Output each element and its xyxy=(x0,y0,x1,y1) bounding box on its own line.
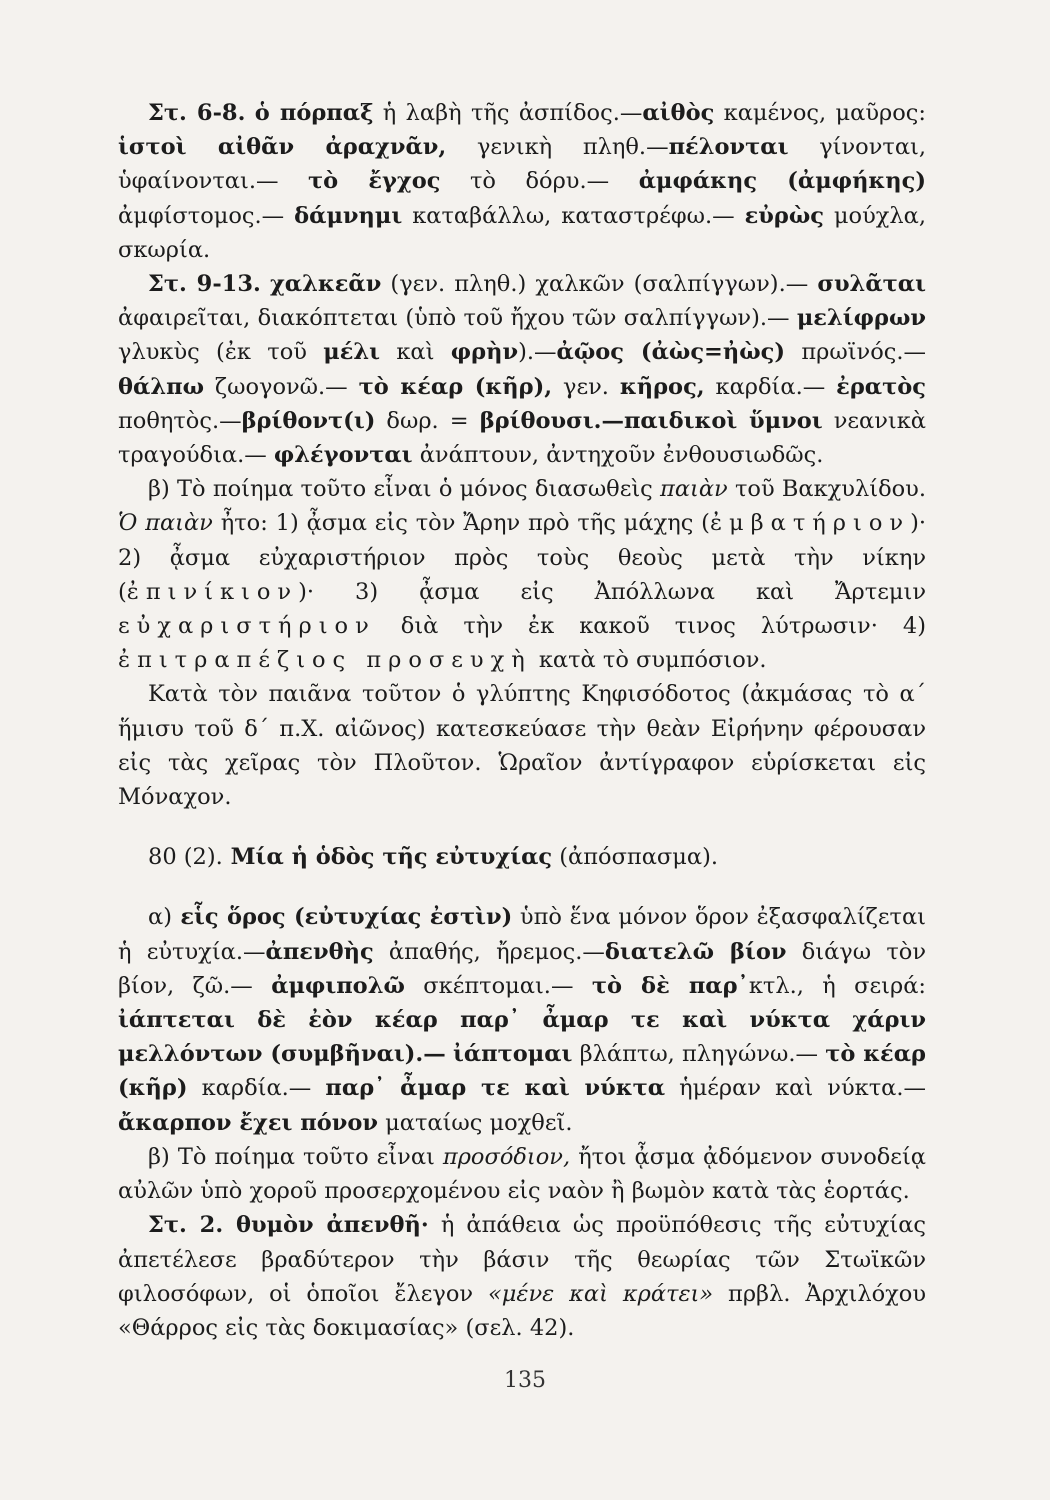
gloss: γεν. xyxy=(552,373,609,400)
paragraph-verse-2 xyxy=(118,1208,926,1345)
term: ἰάπτεται δὲ ἐὸν κέαρ παρ᾽ ἆμαρ τε καὶ νύκτα χάριν μελλόντων (συμβῆναι).— xyxy=(118,1007,926,1068)
gloss: καὶ xyxy=(380,339,435,366)
verse-ref: Στ. 2. xyxy=(148,1212,224,1239)
term: εὐρὼς xyxy=(744,202,824,229)
term: πέλονται xyxy=(668,134,789,161)
term: ὁ πόρπαξ xyxy=(254,100,374,126)
emphasis: Ὁ παιὰν xyxy=(118,510,213,537)
emphasis: «μένε καὶ κράτει» xyxy=(473,1280,714,1307)
spaced-term: ἐπιτραπέζιος προσευχὴ xyxy=(118,647,532,674)
gloss: γίνονται, ὑφαίνονται.— xyxy=(118,134,926,195)
term: βρίθουσι.— xyxy=(479,407,624,434)
gloss: γλυκὺς (ἐκ τοῦ xyxy=(118,339,307,366)
gloss: καρδία.— xyxy=(704,373,826,400)
text-span: α) xyxy=(148,904,172,931)
text-span: διὰ τὴν ἐκ κακοῦ τινος λύτρωσιν· 4) xyxy=(375,613,926,640)
paragraph-a xyxy=(118,900,926,1139)
spacer xyxy=(118,814,926,840)
term: τὸ κέαρ (κῆρ) xyxy=(118,1041,927,1102)
text-span: 3) ᾆσμα εἰς Ἀπόλλωνα καὶ Ἄρτεμιν xyxy=(314,578,926,605)
gloss: πρωϊνός.— xyxy=(785,339,926,366)
term: παιδικοὶ ὕμνοι xyxy=(623,407,823,434)
gloss: πρβλ. Ἀρχιλόχου «Θάρρος εἰς τὰς δοκιμασίας» (σελ. 42). xyxy=(118,1280,926,1341)
verse-ref: Στ. 6-8. xyxy=(148,100,246,126)
text-span: ἤτοι ᾆσμα ᾀδόμενον συνοδείᾳ αὐλῶν ὑπὸ χοροῦ προσερχομένου εἰς ναὸν ἢ βωμὸν κατὰ τὰς ἑορτάς. xyxy=(118,1143,926,1205)
term: μέλι xyxy=(323,339,381,366)
spaced-term: ἐπινίκιον xyxy=(126,578,299,605)
section-heading-80 xyxy=(118,840,926,874)
gloss: ὑπὸ ἕνα μόνον ὅρον ἐξασφαλίζεται ἡ εὐτυχία.— xyxy=(118,904,926,965)
term: θάλπω xyxy=(118,373,204,400)
term: τὸ κέαρ (κῆρ), xyxy=(358,373,553,400)
gloss: βλάπτω, πληγώνω.— xyxy=(572,1041,818,1068)
paragraph-verses-6-8 xyxy=(118,96,926,267)
term: συλᾶται xyxy=(817,271,926,298)
gloss: δωρ. = xyxy=(375,407,469,434)
text-span: ἦτο: 1) ᾆσμα εἰς τὸν Ἄρην πρὸ τῆς μάχης ( xyxy=(212,510,710,537)
term: χαλκεᾶν xyxy=(269,271,382,298)
paragraph-paian xyxy=(118,472,926,677)
term: εἷς ὅρος (εὐτυχίας ἐστὶν) xyxy=(171,904,513,931)
section-title: Μία ἡ ὁδὸς τῆς εὐτυχίας xyxy=(222,844,553,871)
term: διατελῶ βίον xyxy=(604,938,787,965)
text-span: )· xyxy=(298,578,315,605)
term: θυμὸν ἀπενθῆ· xyxy=(223,1212,429,1239)
page-number: 135 xyxy=(504,1368,546,1393)
term: φλέγονται xyxy=(273,442,413,469)
gloss: ).— xyxy=(518,339,557,366)
gloss: μούχλα, σκωρία. xyxy=(118,202,926,263)
text-span: κατὰ τὸ συμπόσιον. xyxy=(531,647,767,674)
term: ἀπενθὴς xyxy=(265,938,374,965)
gloss: ἀφαιρεῖται, διακόπτεται (ὑπὸ τοῦ ἤχου τῶν σαλπίγγων).— xyxy=(118,305,790,332)
gloss: ζωογονῶ.— xyxy=(204,373,348,400)
emphasis: παιὰν xyxy=(652,476,728,503)
spaced-term: ἐμβατήριον xyxy=(709,510,911,537)
gloss: ἀμφίστομος.— xyxy=(118,202,285,229)
gloss: γενικὴ πληθ.— xyxy=(446,134,669,161)
term: ἰάπτομαι xyxy=(452,1041,573,1068)
term: φρὴν xyxy=(450,339,519,366)
gloss: ἡ λαβὴ τῆς ἀσπίδος.— xyxy=(373,100,643,126)
spacer xyxy=(118,874,926,900)
term: ἀμφάκης (ἀμφήκης) xyxy=(638,168,926,195)
section-note: (ἀπόσπασμα). xyxy=(552,844,719,871)
text-span: )· xyxy=(910,510,926,537)
verse-ref: Στ. 9-13. xyxy=(148,271,261,298)
emphasis: προσόδιον, xyxy=(434,1143,571,1170)
term: ἄκαρπον ἔχει πόνον xyxy=(118,1109,378,1136)
term: αἰθὸς xyxy=(642,100,715,126)
paragraph-verses-9-13 xyxy=(118,267,926,472)
gloss: ποθητὸς.— xyxy=(118,407,242,434)
commentary-text xyxy=(118,96,926,1345)
text-span: β) Τὸ ποίημα τοῦτο εἶναι xyxy=(148,1143,435,1170)
term: ἐρατὸς xyxy=(836,373,926,400)
gloss: καμένος, μαῦρος: xyxy=(714,100,926,126)
gloss: ἡμέραν καὶ νύκτα.— xyxy=(665,1075,926,1102)
text-span: 2) ᾆσμα εὐχαριστήριον πρὸς τοὺς θεοὺς μετὰ τὴν νίκην ( xyxy=(118,544,926,605)
term: τὸ ἔγχος xyxy=(308,168,441,195)
term: ἱστοὶ αἰθᾶν ἀραχνᾶν, xyxy=(118,134,447,161)
term: παρ᾽ ἆμαρ τε καὶ νύκτα xyxy=(325,1075,666,1102)
gloss: ἡ ἀπάθεια ὡς προϋπόθεσις τῆς εὐτυχίας ἀπετέλεσε βραδύτερον τὴν βάσιν τῆς θεωρίας τῶν Στωϊκῶν φιλοσόφων, οἱ ὁποῖοι ἔλεγον xyxy=(118,1212,926,1307)
gloss: ἀπαθής, ἤρεμος.— xyxy=(373,938,605,965)
gloss: τὸ δόρυ.— xyxy=(440,168,610,195)
term: κῆρος, xyxy=(619,373,705,400)
term: ἀμφιπολῶ xyxy=(271,972,405,999)
gloss: ἀνάπτουν, ἀντηχοῦν ἐνθουσιωδῶς. xyxy=(412,442,824,469)
spaced-term: εὐχαριστήριον xyxy=(118,613,376,640)
section-number: 80 (2). xyxy=(148,844,223,871)
term: μελίφρων xyxy=(796,305,926,332)
text-span: β) Τὸ ποίημα τοῦτο εἶναι ὁ μόνος διασωθεὶς xyxy=(148,476,653,503)
gloss: ματαίως μοχθεῖ. xyxy=(377,1109,573,1136)
gloss: (γεν. πληθ.) χαλκῶν (σαλπίγγων).— xyxy=(381,271,809,298)
term: ἀῷος (ἀὼς=ἠὼς) xyxy=(556,339,786,366)
text-span: τοῦ Βακχυλίδου. xyxy=(727,476,926,503)
gloss: καταβάλλω, καταστρέφω.— xyxy=(402,202,735,229)
gloss: σκέπτομαι.— xyxy=(404,972,574,999)
paragraph-b xyxy=(118,1140,926,1208)
paragraph-kephisodotos: Κατὰ τὸν παιᾶνα τοῦτον ὁ γλύπτης Κηφισόδοτος (ἀκμάσας τὸ α΄ ἥμισυ τοῦ δ΄ π.Χ. αἰῶνος) κατεσκεύασε τὴν θεὰν Εἰρήνην φέρουσαν εἰς τὰς χεῖρας τὸν Πλοῦτον. Ὡραῖον ἀντίγραφον εὑρίσκεται εἰς Μόναχον. xyxy=(118,681,926,811)
term: τὸ δὲ παρ᾽ xyxy=(591,972,749,999)
term: βρίθοντ(ι) xyxy=(241,407,376,434)
gloss: διάγω τὸν βίον, ζῶ.— xyxy=(118,938,926,999)
gloss: κτλ., ἡ σειρά: xyxy=(748,972,926,999)
term: δάμνημι xyxy=(294,202,403,229)
gloss: νεανικὰ τραγούδια.— xyxy=(118,407,926,469)
gloss: καρδία.— xyxy=(187,1075,312,1102)
